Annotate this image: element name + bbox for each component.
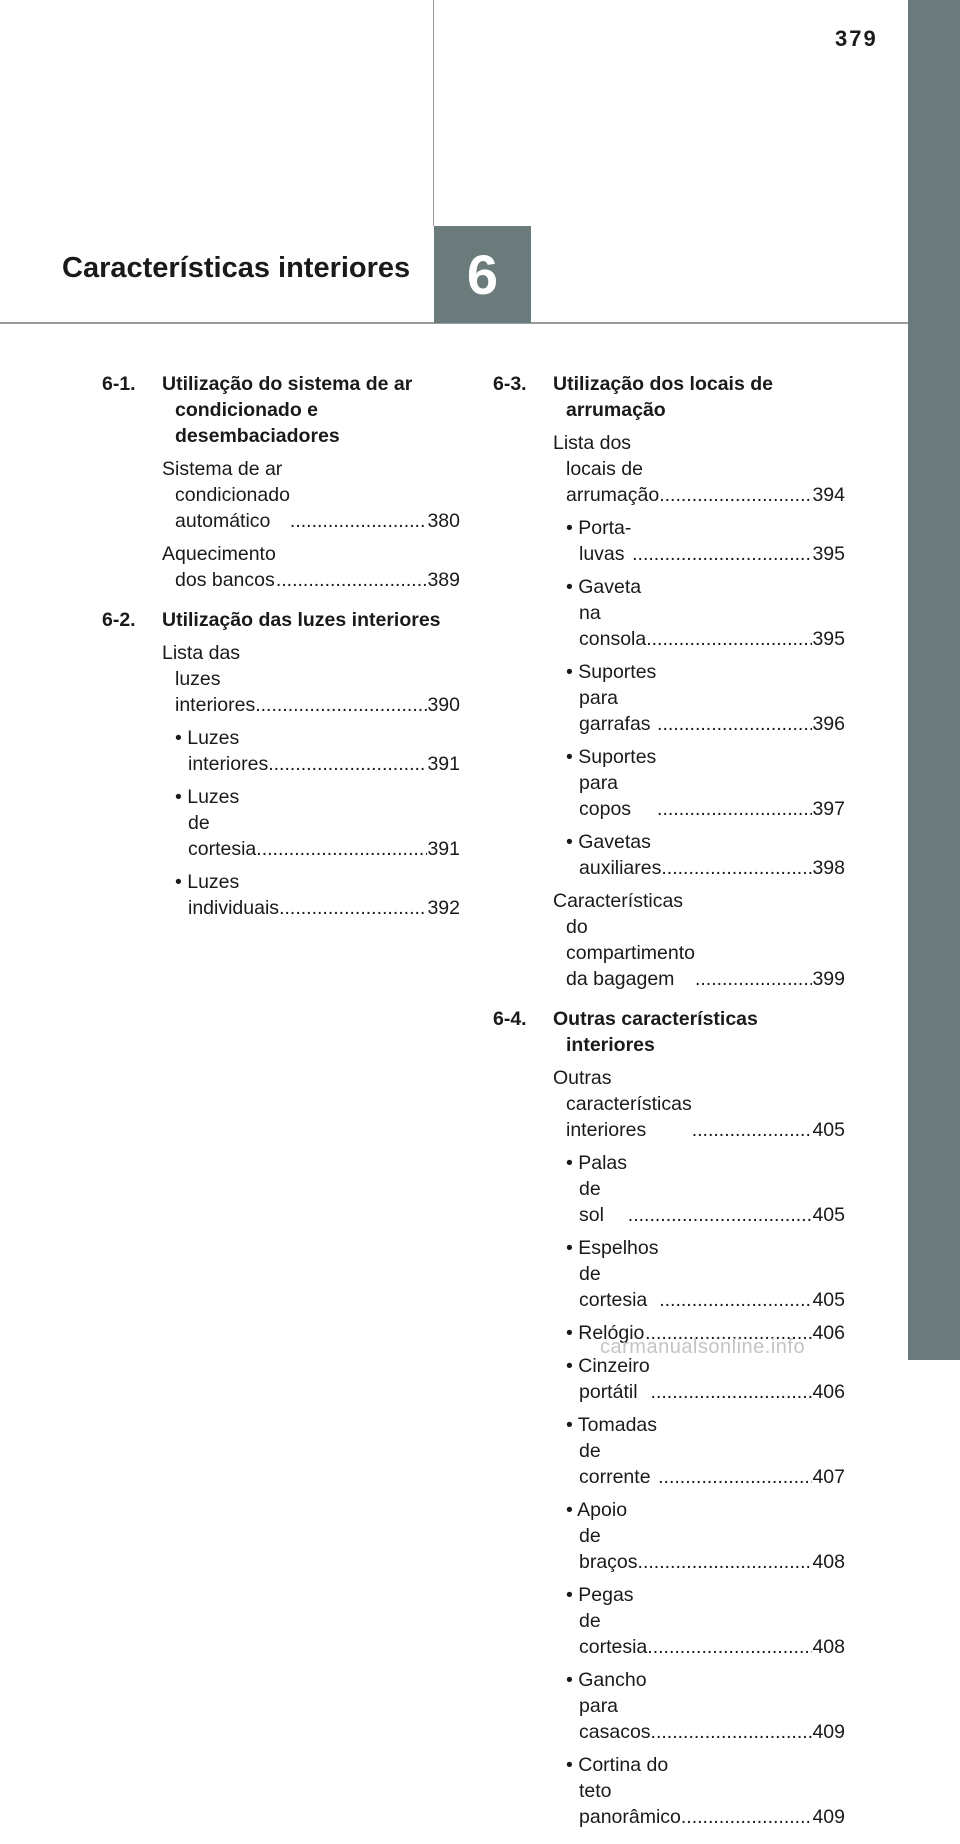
- toc-subentry[interactable]: [102, 784, 460, 862]
- entry-label: Características do compartimento da bagagem: [553, 890, 695, 990]
- entry-page-number: 398: [812, 857, 845, 879]
- entry-label: Aquecimento dos bancos: [162, 543, 276, 591]
- entry-page-number: 408: [812, 1551, 845, 1573]
- toc-entry[interactable]: [493, 888, 845, 992]
- toc-subentry[interactable]: [493, 1752, 845, 1830]
- entry-label: • Gancho para casacos: [566, 1669, 651, 1743]
- toc-subentry[interactable]: [493, 1497, 845, 1575]
- dot-leader: [255, 692, 427, 718]
- entry-label: Sistema de ar condicionado automático: [162, 458, 290, 532]
- dot-leader: [659, 1287, 812, 1313]
- toc-entry[interactable]: [102, 541, 460, 593]
- dot-leader: [651, 1379, 813, 1405]
- toc-section: [493, 1006, 845, 1830]
- entry-page-number: 407: [812, 1466, 845, 1488]
- toc-subentry[interactable]: [493, 1353, 845, 1405]
- section-number: 6-2.: [102, 609, 136, 631]
- section-heading: [102, 371, 460, 449]
- entry-label: Lista dos locais de arrumação: [553, 432, 660, 506]
- section-title: Utilização dos locais de arrumação: [553, 373, 773, 421]
- dot-leader: [646, 626, 812, 652]
- toc-section: [102, 607, 460, 921]
- dot-leader: [276, 567, 428, 593]
- toc-section: [493, 371, 845, 992]
- chapter-number-box: [434, 226, 531, 323]
- toc-subentry[interactable]: [493, 1235, 845, 1313]
- chapter-title: Características interiores: [62, 252, 411, 284]
- entry-label: • Apoio de braços: [566, 1499, 638, 1573]
- entry-label: Outras características interiores: [553, 1067, 692, 1141]
- entry-page-number: 405: [812, 1289, 845, 1311]
- toc-subentry[interactable]: [493, 829, 845, 881]
- section-number: 6-1.: [102, 373, 136, 395]
- dot-leader: [632, 541, 812, 567]
- dot-leader: [657, 711, 812, 737]
- toc-left-column: [102, 371, 460, 935]
- entry-page-number: 396: [812, 713, 845, 735]
- entry-label: • Gavetas auxiliares: [566, 831, 662, 879]
- dot-leader: [290, 508, 428, 534]
- entry-label: • Luzes interiores: [175, 727, 269, 775]
- section-title: Utilização do sistema de ar condicionado e desembaciadores: [162, 373, 413, 447]
- page-number: 379: [835, 26, 878, 51]
- dot-leader: [638, 1549, 813, 1575]
- dot-leader: [659, 482, 812, 508]
- entry-label: • Suportes para garrafas: [566, 661, 657, 735]
- entry-page-number: 391: [427, 838, 460, 860]
- entry-label: Lista das luzes interiores: [162, 642, 256, 716]
- toc-entry[interactable]: [102, 456, 460, 534]
- entry-page-number: 405: [812, 1119, 845, 1141]
- dot-leader: [279, 895, 427, 921]
- toc-subentry[interactable]: [102, 869, 460, 921]
- toc-subentry[interactable]: [493, 1667, 845, 1745]
- entry-label: • Relógio: [566, 1322, 645, 1344]
- dot-leader: [628, 1202, 813, 1228]
- section-heading: [102, 607, 460, 633]
- entry-label: • Espelhos de cortesia: [566, 1237, 659, 1311]
- dot-leader: [657, 796, 812, 822]
- entry-page-number: 406: [812, 1381, 845, 1403]
- entry-page-number: 395: [812, 543, 845, 565]
- entry-page-number: 397: [812, 798, 845, 820]
- toc-subentry[interactable]: [493, 659, 845, 737]
- dot-leader: [651, 1719, 813, 1745]
- toc-subentry[interactable]: [493, 744, 845, 822]
- toc-subentry[interactable]: [493, 574, 845, 652]
- entry-label: • Palas de sol: [566, 1152, 628, 1226]
- toc-entry[interactable]: [493, 1065, 845, 1143]
- section-heading: [493, 371, 845, 423]
- entry-page-number: 405: [812, 1204, 845, 1226]
- section-number: 6-4.: [493, 1008, 527, 1030]
- chapter-number: 6: [466, 243, 499, 306]
- entry-page-number: 394: [812, 484, 845, 506]
- chapter-side-band: [908, 0, 960, 1360]
- dot-leader: [692, 1117, 813, 1143]
- entry-page-number: 408: [812, 1636, 845, 1658]
- entry-page-number: 399: [812, 968, 845, 990]
- section-heading: [493, 1006, 845, 1058]
- header-vertical-rule: [433, 0, 434, 226]
- section-title: Utilização das luzes interiores: [162, 609, 441, 631]
- entry-label: • Porta-luvas: [566, 517, 632, 565]
- toc-subentry[interactable]: [493, 1150, 845, 1228]
- entry-page-number: 391: [427, 753, 460, 775]
- entry-page-number: 392: [427, 897, 460, 919]
- toc-entry[interactable]: [493, 430, 845, 508]
- entry-page-number: 409: [812, 1806, 845, 1828]
- dot-leader: [695, 966, 812, 992]
- entry-page-number: 406: [812, 1322, 845, 1344]
- entry-page-number: 389: [427, 569, 460, 591]
- toc-subentry[interactable]: [493, 515, 845, 567]
- toc-subentry[interactable]: [493, 1412, 845, 1490]
- dot-leader: [661, 855, 812, 881]
- toc-entry[interactable]: [102, 640, 460, 718]
- entry-label: • Luzes individuais: [175, 871, 280, 919]
- entry-label: • Gaveta na consola: [566, 576, 647, 650]
- toc-right-column: [493, 371, 845, 1844]
- toc-subentry[interactable]: [493, 1582, 845, 1660]
- dot-leader: [658, 1464, 812, 1490]
- entry-label: • Cinzeiro portátil: [566, 1355, 650, 1403]
- entry-page-number: 390: [427, 694, 460, 716]
- dot-leader: [647, 1634, 812, 1660]
- dot-leader: [681, 1804, 813, 1830]
- toc-subentry[interactable]: [102, 725, 460, 777]
- toc-section: [102, 371, 460, 593]
- dot-leader: [256, 836, 427, 862]
- entry-page-number: 409: [812, 1721, 845, 1743]
- dot-leader: [268, 751, 427, 777]
- section-title: Outras características interiores: [553, 1008, 758, 1056]
- entry-label: • Pegas de cortesia: [566, 1584, 648, 1658]
- entry-label: • Suportes para copos: [566, 746, 657, 820]
- entry-page-number: 395: [812, 628, 845, 650]
- watermark: carmanualsonline.info: [600, 1336, 806, 1358]
- section-number: 6-3.: [493, 373, 527, 395]
- entry-label: • Tomadas de corrente: [566, 1414, 658, 1488]
- entry-page-number: 380: [427, 510, 460, 532]
- entry-label: • Luzes de cortesia: [175, 786, 257, 860]
- entry-label: • Cortina do teto panorâmico: [566, 1754, 681, 1828]
